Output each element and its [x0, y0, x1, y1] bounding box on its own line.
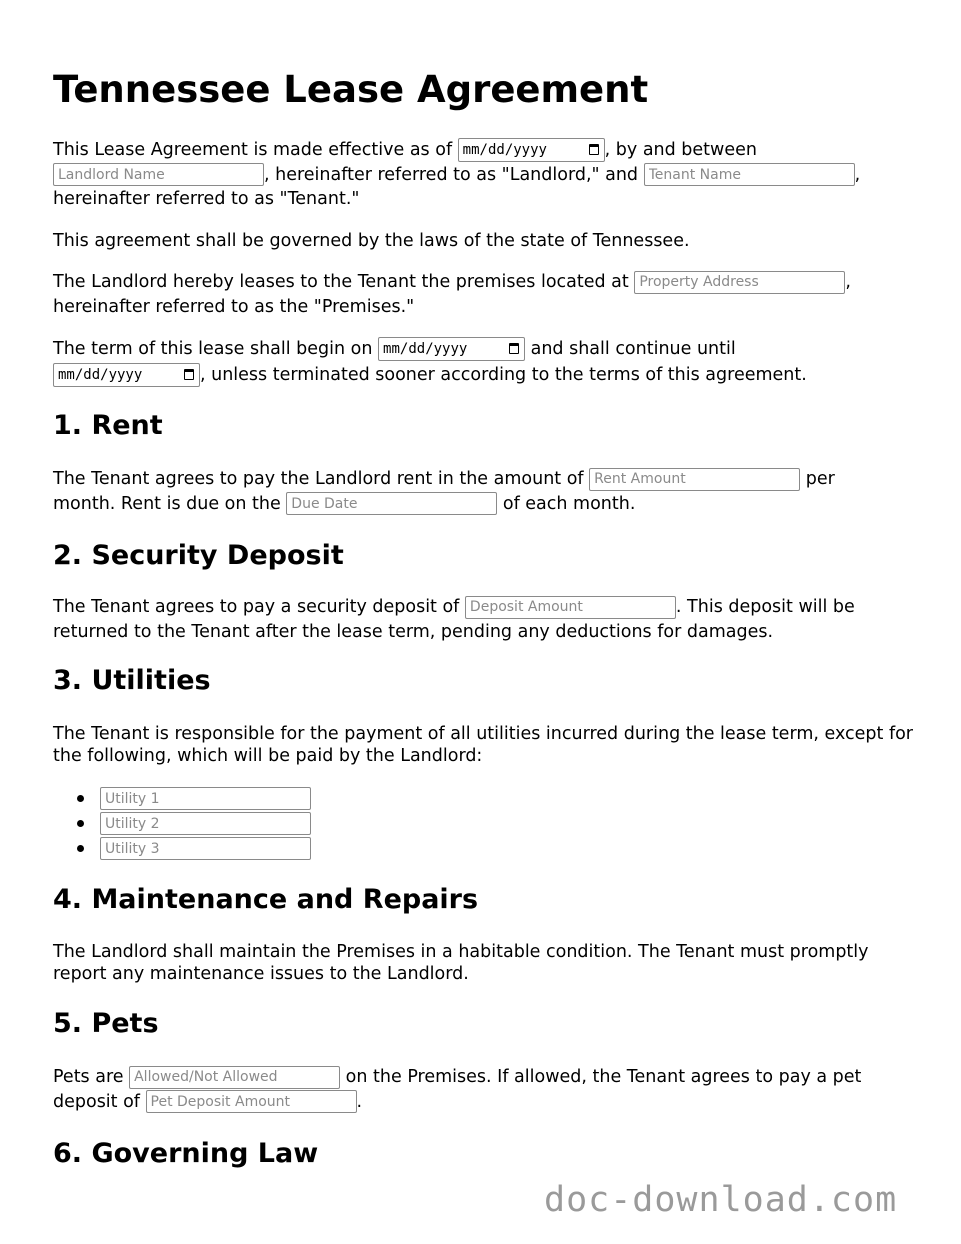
section-heading-governing-law: 6. Governing Law [53, 1138, 319, 1169]
governed-paragraph: This agreement shall be governed by the laws of the state of Tennessee. [53, 231, 690, 251]
start-date-input[interactable]: mm/dd/yyyy [378, 337, 525, 361]
due-date-input[interactable] [286, 492, 497, 515]
bullet-icon [77, 795, 84, 802]
list-item [77, 787, 311, 812]
bullet-icon [77, 845, 84, 852]
calendar-icon[interactable] [184, 369, 194, 380]
landlord-name-input[interactable] [53, 163, 264, 186]
end-date-input[interactable]: mm/dd/yyyy [53, 363, 200, 387]
pets-paragraph: Pets are Allowed/Not Allowed on the Premises. If allowed, the Tenant agrees to pay a pet deposit of Pet Deposit Amount . [53, 1065, 913, 1114]
calendar-icon[interactable] [509, 343, 519, 354]
pet-deposit-input[interactable] [146, 1090, 357, 1113]
term-paragraph: The term of this lease shall begin on mm/dd/yyyy and shall continue until mm/dd/yyyy , unless terminated sooner according to the terms of this agreement. [53, 339, 807, 385]
deposit-paragraph: The Tenant agrees to pay a security deposit of Deposit Amount . This deposit will be returned to the Tenant after the lease term, pending any deductions for damages. [53, 595, 913, 644]
section-heading-utilities: 3. Utilities [53, 665, 211, 696]
bullet-icon [77, 820, 84, 827]
calendar-icon[interactable] [589, 144, 599, 155]
section-heading-security-deposit: 2. Security Deposit [53, 540, 344, 571]
effective-date-input[interactable]: mm/dd/yyyy [458, 138, 605, 162]
utilities-list [77, 787, 311, 862]
utility-1-input[interactable] [100, 787, 311, 810]
section-heading-maintenance: 4. Maintenance and Repairs [53, 884, 479, 915]
pets-allowed-input[interactable] [129, 1066, 340, 1089]
utility-3-input[interactable] [100, 837, 311, 860]
list-item [77, 812, 311, 837]
deposit-amount-input[interactable] [465, 596, 676, 619]
tenant-name-input[interactable] [644, 163, 855, 186]
property-address-input[interactable] [634, 271, 845, 294]
rent-paragraph: The Tenant agrees to pay the Landlord rent in the amount of Rent Amount per month. Rent is due on the Due Date of each month. [53, 467, 913, 516]
maintenance-paragraph: The Landlord shall maintain the Premises in a habitable condition. The Tenant must promptly report any maintenance issues to the Landlord. [53, 942, 869, 984]
utility-2-input[interactable] [100, 812, 311, 835]
list-item [77, 837, 311, 862]
utilities-paragraph: The Tenant is responsible for the payment of all utilities incurred during the lease term, except for the following, which will be paid by the Landlord: [53, 724, 914, 766]
section-heading-rent: 1. Rent [53, 410, 163, 441]
premises-paragraph: The Landlord hereby leases to the Tenant the premises located at Property Address , hereinafter referred to as the "Premises." [53, 270, 913, 319]
intro-paragraph: This Lease Agreement is made effective as of mm/dd/yyyy , by and between Landlord Name, hereinafter referred to as "Landlord," and Tenant Name , hereinafter referred to as "Tenant." [53, 138, 913, 212]
section-heading-pets: 5. Pets [53, 1008, 159, 1039]
page-title: Tennessee Lease Agreement [53, 68, 649, 111]
watermark: doc-download.com [544, 1180, 898, 1220]
rent-amount-input[interactable] [589, 468, 800, 491]
